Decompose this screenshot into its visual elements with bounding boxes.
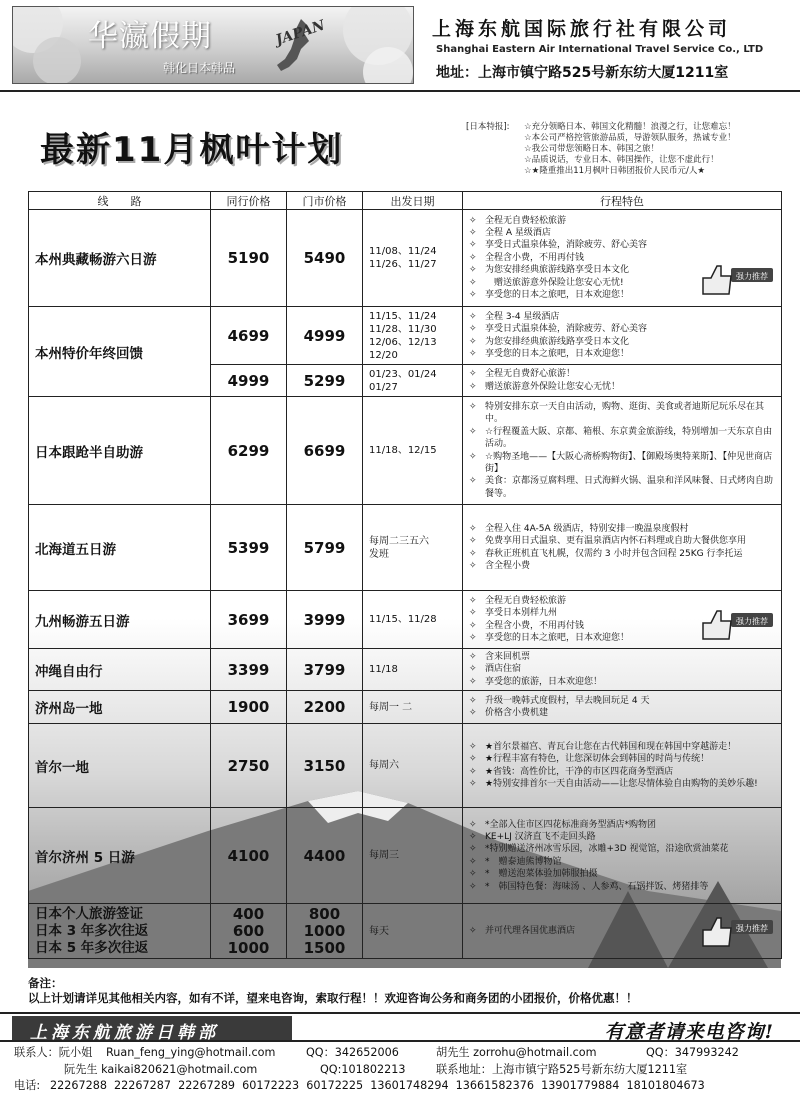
retail-price: 3799 [287,649,363,691]
recommend-badge [697,603,775,643]
tour-features [463,307,782,365]
recommend-badge [697,258,775,298]
price-line: 400 [232,904,265,923]
price-line: 1000 [303,921,346,940]
contact-person-email[interactable]: 阮先生 kaikai820621@hotmail.com [64,1062,258,1076]
date-line: 每周二三五六 [369,535,429,547]
contact-row [14,1078,794,1095]
feature-line: ✧ 含来回机票 [469,651,777,663]
table-row [29,691,782,724]
feature-line: ✧ *全部入住市区四花标准商务型酒店*购物团 [469,819,777,831]
feature-line: ✧ 全程入住 4A-5A 级酒店，特别安排一晚温泉度假村 [469,523,777,535]
departure-dates [363,691,463,724]
trade-price: 3399 [211,649,287,691]
departure-dates [363,724,463,808]
feature-line: ✧ 为您安排经典旅游线路享受日本文化 [469,336,777,348]
tour-table-area [28,191,781,968]
feature-line: ✧ KE+LJ 汉济直飞不走回头路 [469,831,777,843]
table-row [29,505,782,591]
retail-price: 5490 [287,210,363,307]
notes [28,976,788,1006]
notes-text: 以上计划请详见其他相关内容，如有不详，望来电咨询，索取行程！！欢迎咨询公务和商务团的小团报价，价格优惠！！ [28,991,638,1005]
trade-price [211,904,287,959]
retail-price: 4400 [287,808,363,904]
feature-line: ✧ 特别安排东京一天自由活动，购物、逛街、美食或者迪斯尼玩乐尽在其中。 [469,401,777,426]
feature-item: ☆我公司带您领略日本、韩国之旅！ [524,144,660,154]
date-line: 11/15、11/24 [369,310,437,322]
retail-price: 6699 [287,397,363,505]
departure-dates [363,210,463,307]
price-line: 1500 [303,938,346,957]
retail-price [287,904,363,959]
footer-bar [0,1012,800,1042]
trade-price: 2750 [211,724,287,808]
departure-dates [363,649,463,691]
feature-line: ✧ ★首尔景福宫、青瓦台让您在古代韩国和现在韩国中穿越游走！ [469,741,777,753]
trade-price: 5190 [211,210,287,307]
thumbs-up-icon [697,910,775,950]
contact-row [14,1062,794,1079]
company-address: 地址：上海市镇宁路525号新东纺大厦1211室 [436,65,729,81]
thumbs-up-icon [697,603,775,643]
trade-price: 4699 [211,307,287,365]
route-name [29,904,211,959]
tour-features [463,649,782,691]
date-line: 12/06、12/13 [369,336,437,348]
contact-row [14,1045,794,1062]
department-name: 上海东航旅游日韩部 [12,1016,292,1040]
retail-price: 5299 [287,365,363,397]
feature-line: ✧ 全程无自费舒心旅游！ [469,368,777,380]
route-name: 本州典藏畅游六日游 [29,210,211,307]
trade-price: 1900 [211,691,287,724]
table-row [29,724,782,808]
tour-features [463,724,782,808]
feature-line: ✧ 享受日本别样九州 [469,607,777,619]
call-to-action: 有意者请来电咨询! [604,1021,774,1043]
route-name: 首尔一地 [29,724,211,808]
feature-line: ✧ ☆行程覆盖大阪、京都、箱根、东京黄金旅游线，特别增加一天东京自由活动。 [469,426,777,451]
date-line: 01/23、01/24 [369,368,437,380]
price-line: 1000 [227,938,270,957]
col-retail-price: 门市价格 [287,192,363,210]
tour-features [463,397,782,505]
feature-line: ✧ 含全程小费 [469,560,777,572]
date-line: 每天 [369,925,389,937]
departure-dates [363,904,463,959]
feature-line: ✧ 全程 3-4 星级酒店 [469,311,777,323]
feature-line: ✧ 赠送旅游意外保险让您安心无忧! [469,277,777,289]
route-line: 日本 5 年多次往返 [35,939,149,956]
contact-person: 联系人：阮小姐 [14,1046,93,1059]
trade-price: 4999 [211,365,287,397]
tour-features [463,904,782,959]
route-line: 日本 3 年多次往返 [35,922,149,939]
date-line: 11/28、11/30 [369,323,437,335]
date-line: 每周三 [369,850,399,862]
feature-line: ✧ *特别赠送济州冰雪乐园，冰雕+3D 视觉馆，沿途欣赏油菜花 [469,843,777,855]
trade-price: 5399 [211,505,287,591]
table-row [29,397,782,505]
phone-label: 电话: [14,1079,41,1092]
feature-line: ✧ 升级一晚韩式度假村，早去晚回玩足 4 天 [469,695,777,707]
company-name-cn: 上海东航国际旅行社有限公司 [432,18,732,40]
date-line: 11/18、12/15 [369,445,437,456]
date-line: 01/27 [369,381,398,393]
tour-table [28,191,782,959]
banner-title: 华瀛假期 [88,19,212,54]
feature-line: ✧ ★行程丰富有特色，让您深切体会到韩国的时尚与传统！ [469,753,777,765]
retail-price: 3150 [287,724,363,808]
price-line: 800 [308,904,341,923]
contact-address: 联系地址：上海市镇宁路525号新东纺大厦1211室 [436,1062,688,1076]
tour-features [463,505,782,591]
col-departure: 出发日期 [363,192,463,210]
tour-features [463,210,782,307]
feature-line: ✧ ☆购物圣地——【大阪心斋桥购物街】、【御殿场奥特莱斯】、【仲见世商店街】 [469,451,777,476]
table-row [29,210,782,307]
retail-price: 4999 [287,307,363,365]
tour-features [463,365,782,397]
col-trade-price: 同行价格 [211,192,287,210]
route-name: 本州特价年终回馈 [29,307,211,397]
feature-line: ✧ * 赠泰迪熊博物馆 [469,856,777,868]
feature-line: ✧ ★省钱：高性价比，干净的市区四花商务型酒店 [469,766,777,778]
departure-dates [363,591,463,649]
contact-qq: QQ：342652006 [306,1046,399,1059]
tour-features [463,691,782,724]
feature-line: ✧ 享受您的旅游，日本欢迎您！ [469,676,777,688]
table-row [29,307,782,365]
retail-price: 2200 [287,691,363,724]
feature-line: ✧ 赠送旅游意外保险让您安心无忧！ [469,381,777,393]
date-line: 每周六 [369,760,399,772]
route-name: 冲绳自由行 [29,649,211,691]
feature-line: ✧ 全程 A 星级酒店 [469,227,777,239]
feature-line: ✧ 酒店住宿 [469,663,777,675]
badge-text: 强力推荐 [736,272,768,281]
date-line: 11/18 [369,664,398,676]
trade-price: 3699 [211,591,287,649]
feature-item: ☆品质说话，专业日本、韩国操作，让您不虚此行！ [524,155,719,165]
trade-price: 4100 [211,808,287,904]
table-header-row [29,192,782,210]
contact-email[interactable]: Ruan_feng_ying@hotmail.com [106,1046,276,1059]
table-row [29,649,782,691]
recommend-badge [697,910,775,950]
feature-line: ✧ 享受您的日本之旅吧，日本欢迎您！ [469,348,777,360]
contact-qq: QQ:101802213 [320,1062,406,1076]
banner-japan-label: JAPAN [273,17,327,49]
departure-dates [363,307,463,365]
contact-qq: QQ：347993242 [646,1046,739,1059]
table-row [29,904,782,959]
feature-line: ✧ * 韩国特色餐：海味汤 、人参鸡、石锅拌饭、烤猪排等 [469,881,777,893]
retail-price: 5799 [287,505,363,591]
trade-price: 6299 [211,397,287,505]
route-name: 北海道五日游 [29,505,211,591]
page-title: 最新11月枫叶计划 [40,130,344,170]
departure-dates [363,397,463,505]
departure-dates [363,365,463,397]
tour-features [463,591,782,649]
retail-price: 3999 [287,591,363,649]
feature-label: [日本特报]: [466,122,510,132]
badge-text: 强力推荐 [736,924,768,934]
route-name: 济州岛一地 [29,691,211,724]
col-route: 线 路 [29,192,211,210]
table-row [29,591,782,649]
banner-subtitle: 韩化日本韩品 [163,61,236,75]
date-line: 11/15、11/28 [369,614,437,625]
date-line: 发班 [369,548,389,560]
feature-line: ✧ ★特别安排首尔一天自由活动——让您尽情体验自由购物的美妙乐趣! [469,778,777,790]
feature-list [524,122,736,177]
route-name: 首尔济州 5 日游 [29,808,211,904]
header [0,0,800,92]
date-line: 11/08、11/24 [369,246,437,257]
contact-person-email[interactable]: 胡先生 zorrohu@hotmail.com [436,1046,597,1059]
feature-line: ✧ 享受您的日本之旅吧，日本欢迎您！ [469,289,777,301]
feature-line: ✧ 全程无自费轻松旅游 [469,215,777,227]
feature-line: ✧ 价格含小费机建 [469,707,777,719]
feature-line: ✧ 并可代理各国优惠酒店 [469,925,777,937]
col-features: 行程特色 [463,192,782,210]
tour-features [463,808,782,904]
feature-line: ✧ 全程无自费轻松旅游 [469,595,777,607]
feature-line: ✧ 享受您的日本之旅吧，日本欢迎您！ [469,632,777,644]
phone-numbers: 22267288 22267287 22267289 60172223 60172225 13601748294 13661582376 13901779884 18101804673 [50,1079,705,1092]
date-line: 每周一 二 [369,701,413,713]
feature-line: ✧ * 赠送泡菜体验加韩服拍摄 [469,868,777,880]
feature-item: ☆充分领略日本、韩国文化精髓！浪漫之行，让您难忘！ [524,122,736,132]
thumbs-up-icon [697,258,775,298]
route-name: 九州畅游五日游 [29,591,211,649]
badge-text: 强力推荐 [736,617,768,626]
departure-dates [363,808,463,904]
feature-item: ☆★隆重推出11月枫叶日韩团报价人民币元/人★ [524,166,706,176]
notes-label: 备注： [28,976,63,990]
banner-image [12,6,414,84]
feature-line: ✧ 美食：京都汤豆腐料理、日式海鲜火锅、温泉和洋风味餐、日式烤肉自助餐等。 [469,475,777,500]
feature-line: ✧ 享受日式温泉体验，消除疲劳、舒心美容 [469,323,777,335]
feature-line: ✧ 为您安排经典旅游线路享受日本文化 [469,264,777,276]
feature-line: ✧ 全程含小费，不用再付钱 [469,620,777,632]
feature-line: ✧ 全程含小费，不用再付钱 [469,252,777,264]
feature-line: ✧ 享受日式温泉体验，消除疲劳、舒心美容 [469,239,777,251]
table-row [29,808,782,904]
price-line: 600 [232,921,265,940]
departure-dates [363,505,463,591]
route-line: 日本个人旅游签证 [35,905,143,922]
date-line: 11/26、11/27 [369,259,437,270]
route-name: 日本跟跄半自助游 [29,397,211,505]
feature-line: ✧ 春秋正班机直飞札幌，仅需约 3 小时并包含回程 25KG 行李托运 [469,548,777,560]
date-line: 12/20 [369,349,398,361]
feature-item: ☆本公司严格控管旅游品质，导游领队服务，热诚专业！ [524,133,736,143]
company-name-en: Shanghai Eastern Air International Travel Service Co., LTD [436,44,764,55]
contact-info [14,1045,794,1095]
feature-line: ✧ 免费享用日式温泉、更有温泉酒店内怀石料理或自助大餐供您享用 [469,535,777,547]
